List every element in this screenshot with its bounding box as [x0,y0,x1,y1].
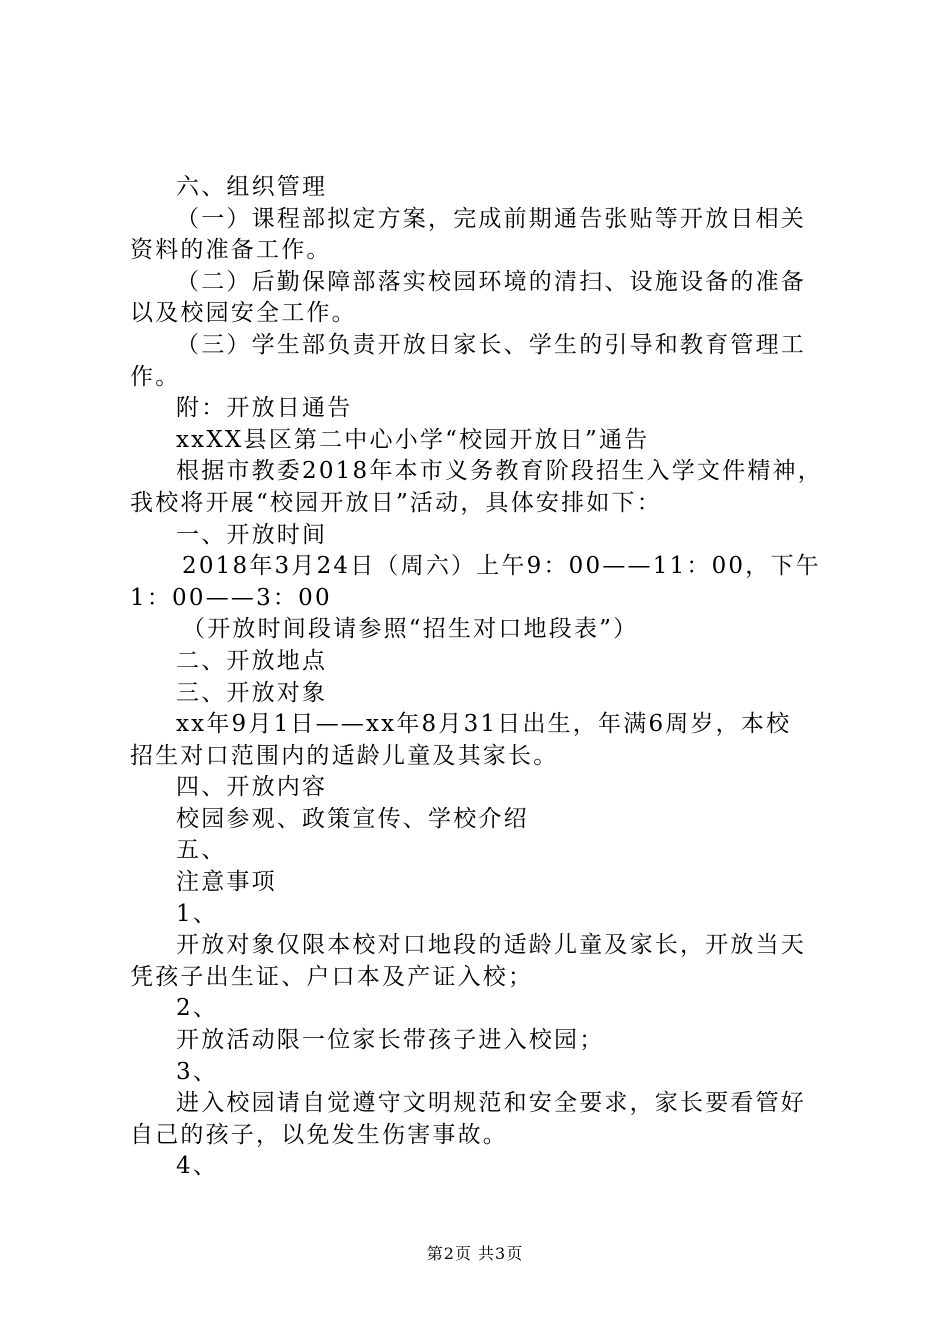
section-heading: 五、 [176,837,227,864]
section-heading: 三、开放对象 [176,679,328,706]
page-indicator: 第2页 共3页 [426,1244,524,1263]
list-number: 3、 [176,1058,219,1085]
list-number: 2、 [176,995,219,1022]
section-heading: 二、开放地点 [176,647,328,674]
paragraph-line: 作。 [130,363,181,390]
appendix-heading: 附：开放日通告 [176,395,353,422]
paragraph-line: （二）后勤保障部落实校园环境的清扫、设施设备的准备 [176,268,806,295]
paragraph-line: 我校将开展“校园开放日”活动，具体安排如下： [130,489,662,516]
paragraph-line: （三）学生部负责开放日家长、学生的引导和教育管理工 [176,331,806,358]
paragraph-line: 1：00——3：00 [130,584,332,611]
paragraph-line: 以及校园安全工作。 [130,300,357,327]
paragraph-line: 招生对口范围内的适龄儿童及其家长。 [130,742,559,769]
paragraph-line: 根据市教委2018年本市义务教育阶段招生入学文件精神， [176,458,823,485]
section-heading: 一、开放时间 [176,521,328,548]
paragraph-line: 校园参观、政策宣传、学校介绍 [176,805,529,832]
paragraph-line: 自己的孩子，以免发生伤害事故。 [130,1121,508,1148]
paragraph-line: 开放对象仅限本校对口地段的适龄儿童及家长，开放当天 [176,932,806,959]
paragraph-line: 凭孩子出生证、户口本及产证入校； [130,963,534,990]
list-number: 1、 [176,900,219,927]
paragraph-line: （一）课程部拟定方案，完成前期通告张贴等开放日相关 [176,205,806,232]
paragraph-line: 资料的准备工作。 [130,237,332,264]
list-number: 4、 [176,1153,219,1180]
paragraph-line: （开放时间段请参照“招生对口地段表”） [182,616,639,643]
paragraph-line: 进入校园请自觉遵守文明规范和安全要求，家长要看管好 [176,1090,806,1117]
section-heading: 四、开放内容 [176,774,328,801]
paragraph-line: xx年9月1日——xx年8月31日出生，年满6周岁，本校 [176,711,792,738]
section-heading: 注意事项 [176,869,277,896]
notice-title: xxXX县区第二中心小学“校园开放日”通告 [176,426,650,453]
paragraph-line: 2018年3月24日（周六）上午9：00——11：00，下午 [182,553,821,580]
document-body [130,172,830,1183]
paragraph-line: 开放活动限一位家长带孩子进入校园； [176,1027,605,1054]
section-heading: 六、组织管理 [176,174,328,200]
